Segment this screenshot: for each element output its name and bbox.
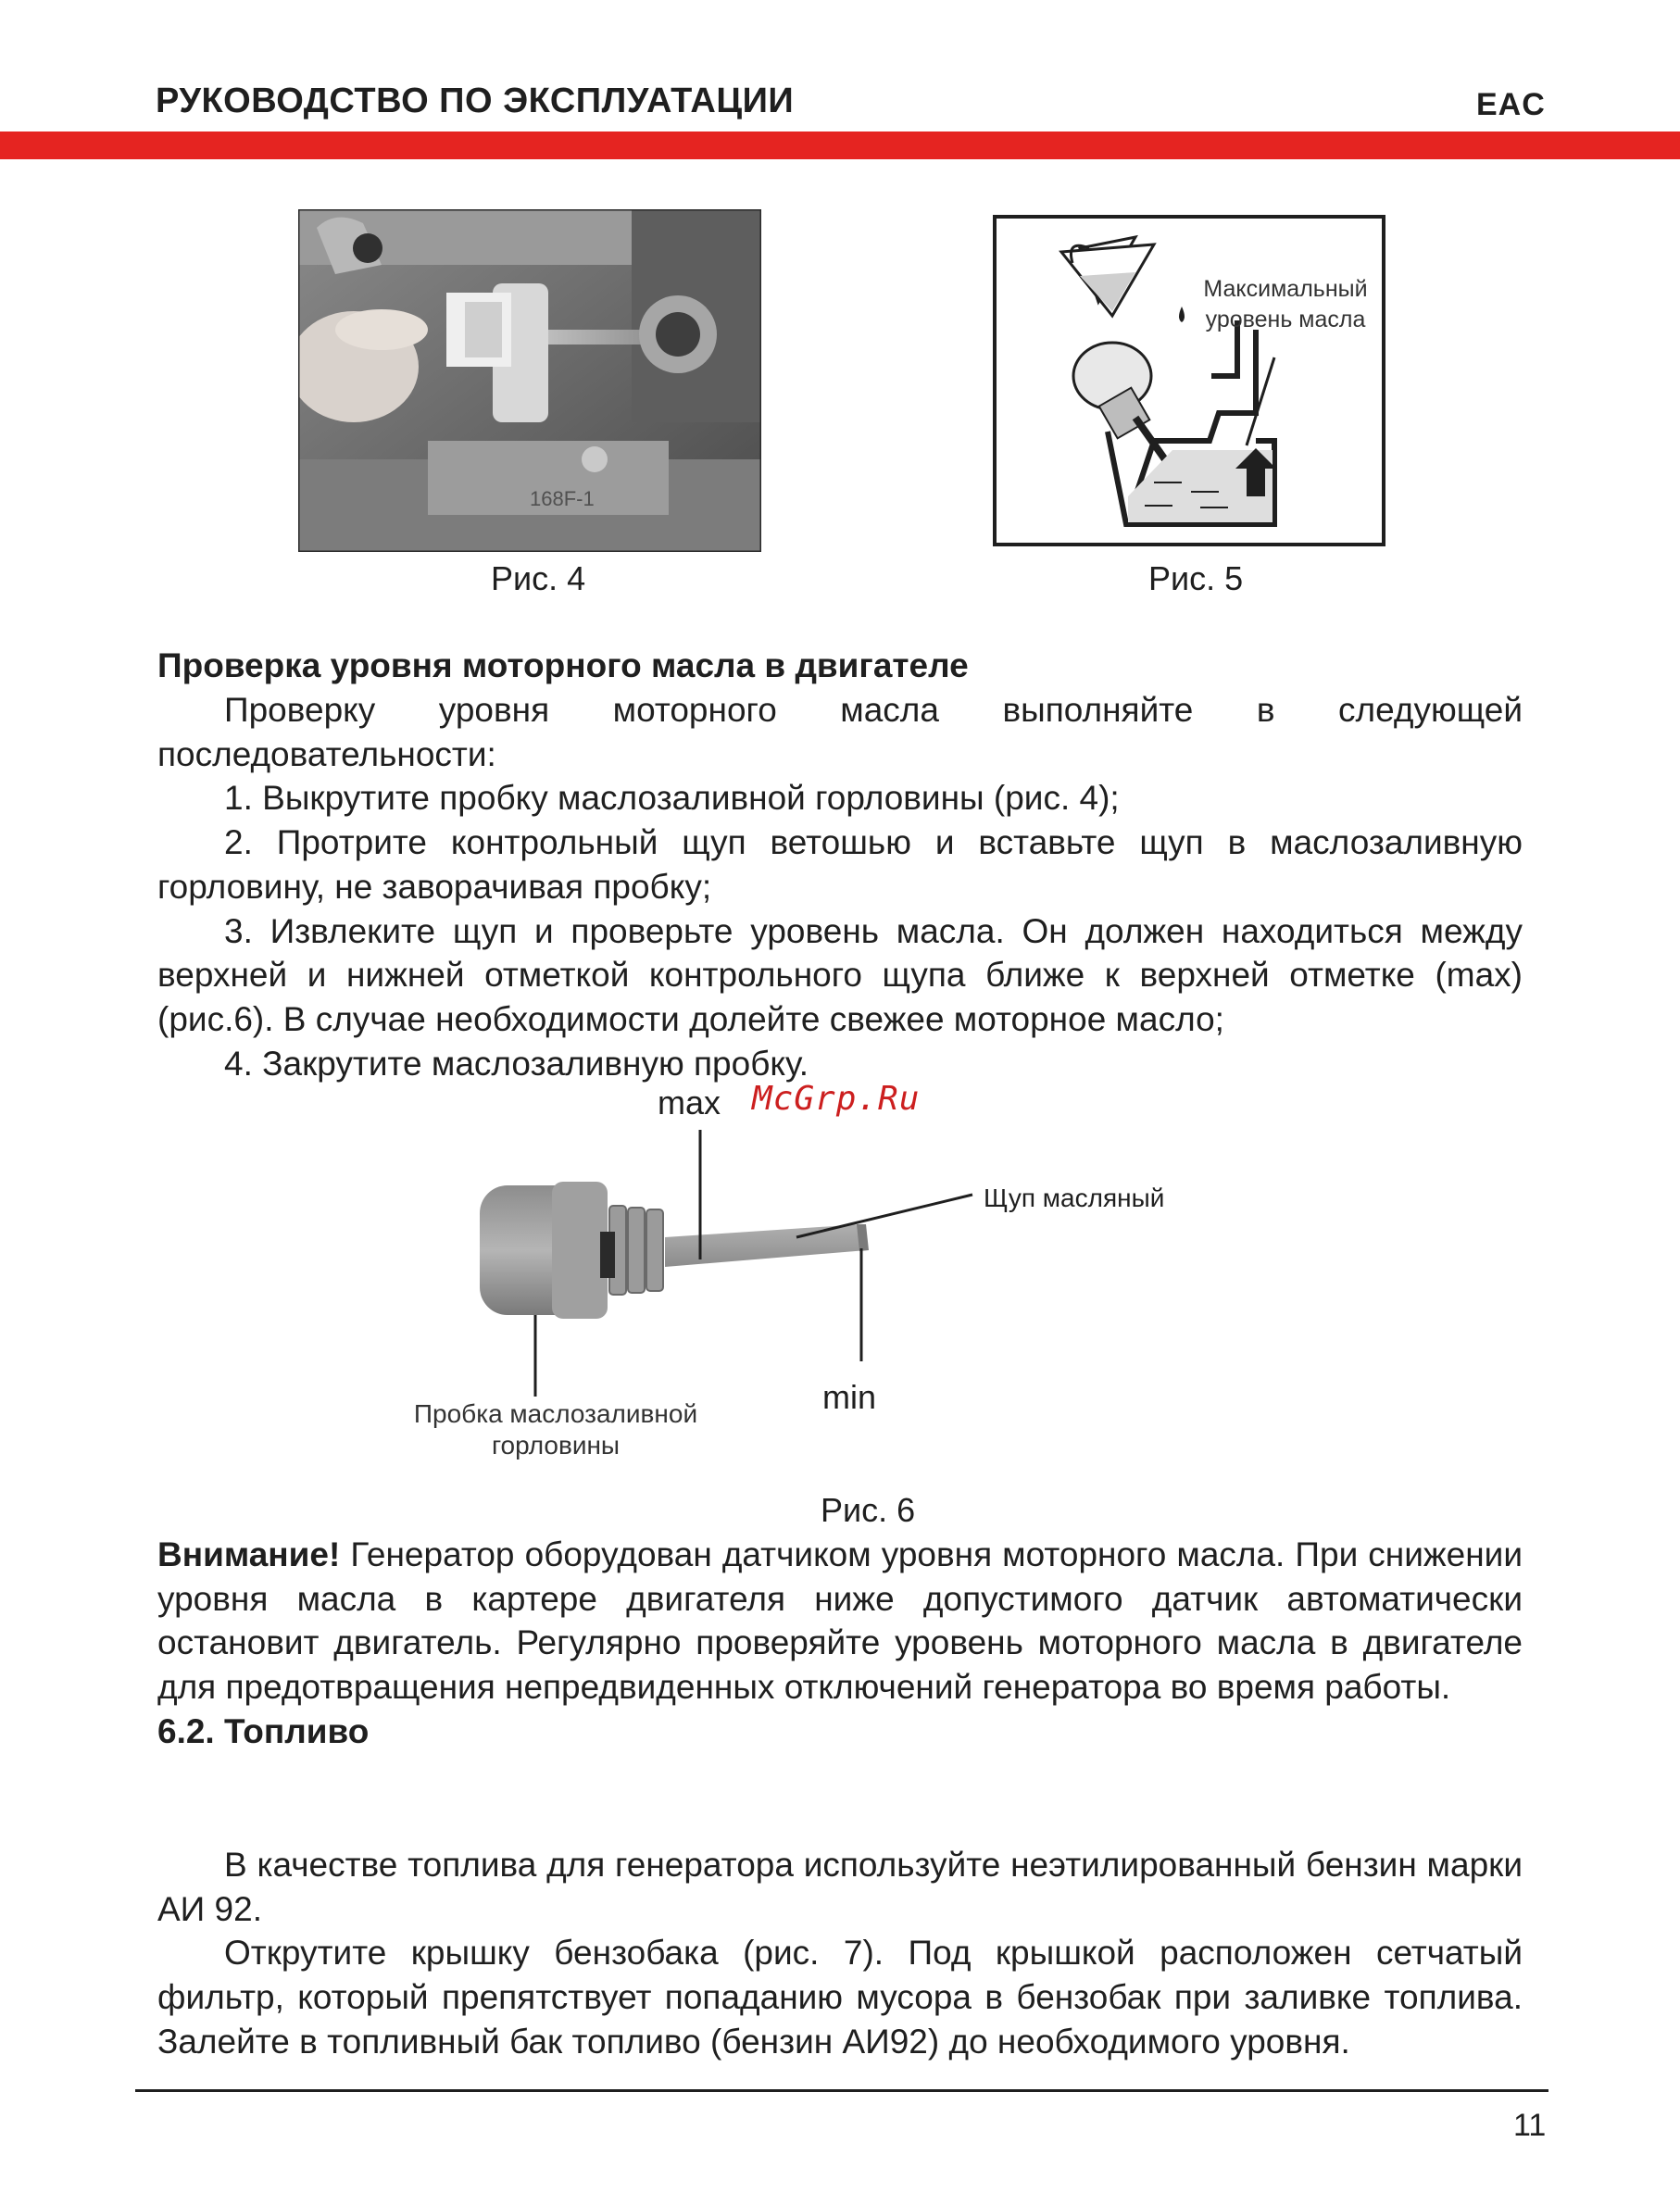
fig6-min-label: min [822, 1378, 877, 1416]
attention-paragraph [157, 1533, 1523, 1754]
attention-label: Внимание! [157, 1535, 341, 1573]
document-header-title: РУКОВОДСТВО ПО ЭКСПЛУАТАЦИИ [156, 81, 795, 120]
footer-rule [135, 2089, 1548, 2092]
oil-check-heading: Проверка уровня моторного масла в двигателе [157, 646, 969, 684]
oil-check-intro: Проверку уровня моторного масла выполняйте в следующей последовательности: [157, 691, 1523, 773]
fuel-para-1: В качестве топлива для генератора используйте неэтилированный бензин марки АИ 92. [157, 1846, 1523, 1928]
fig6-caption: Рис. 6 [821, 1491, 916, 1529]
oil-check-body [157, 688, 1523, 1085]
fig6-plug-label-line2: горловины [491, 1431, 621, 1460]
fig5-caption: Рис. 5 [1148, 559, 1244, 597]
fig5-label-line2: уровень масла [1205, 307, 1366, 332]
fig6-plug-label-line1: Пробка маслозаливной [413, 1399, 698, 1428]
fig6-max-label: max [658, 1084, 721, 1121]
fig4-engraving: 168F-1 [530, 487, 595, 510]
attention-text: Генератор оборудован датчиком уровня моторного масла. При снижении уровня масла в картере двигателя ниже допустимого датчик автоматически остановит двигатель. Регулярно проверяйте уровень моторного масла в двигателе для предотвращения непредвиденных отключений генератора во время работы. [157, 1535, 1523, 1707]
fig5-label-line1: Максимальный [1203, 276, 1368, 302]
oil-step-1: 1. Выкрутите пробку маслозаливной горловины (рис. 4); [224, 779, 1120, 818]
fig6-dipstick-label: Щуп масляный [984, 1184, 1165, 1212]
header-red-bar [0, 132, 1680, 159]
watermark-text: McGrp.Ru [752, 1080, 921, 1118]
fig6-dipstick-figure [370, 1084, 1297, 1472]
oil-step-4: 4. Закрутите маслозаливную пробку. [224, 1044, 809, 1083]
fuel-heading: 6.2. Топливо [157, 1711, 370, 1750]
oil-step-2: 2. Протрите контрольный щуп ветошью и вставьте щуп в маслозаливную горловину, не заворачивая пробку; [157, 823, 1523, 906]
oil-step-3: 3. Извлеките щуп и проверьте уровень масла. Он должен находиться между верхней и нижней отметкой контрольного щупа ближе к верхней отметке (max) (рис.6). В случае необходимости долейте свежее моторное масло; [157, 911, 1523, 1038]
fuel-body [157, 1843, 1523, 2064]
fig5-diagram [993, 215, 1385, 546]
fuel-para-2: Открутите крышку бензобака (рис. 7). Под крышкой расположен сетчатый фильтр, который препятствует попаданию мусора в бензобак при заливке топлива. Залейте в топливный бак топливо (бензин АИ92) до необходимого уровня. [157, 1934, 1523, 2061]
page-number: 11 [1513, 2108, 1547, 2143]
fig4-caption: Рис. 4 [491, 559, 586, 597]
fig4-photo [298, 209, 761, 552]
eac-mark: EAC [1476, 87, 1546, 122]
